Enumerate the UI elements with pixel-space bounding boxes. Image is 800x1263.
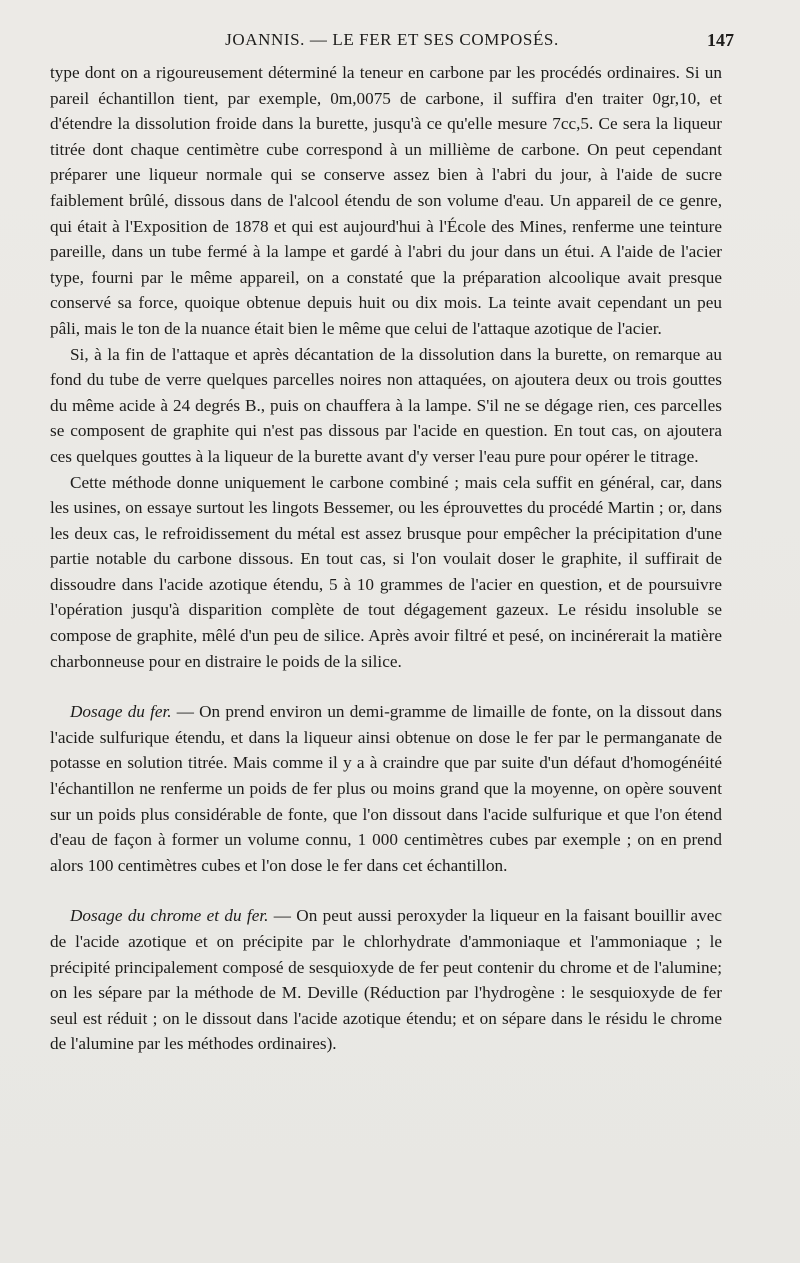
page-number: 147 xyxy=(707,30,734,50)
running-header xyxy=(50,30,734,54)
section-dosage-chrome-fer xyxy=(50,903,722,1057)
body-text xyxy=(50,60,722,1057)
section-title-dosage-chrome-fer: Dosage du chrome et du fer. xyxy=(70,906,269,926)
paragraph-2: Si, à la fin de l'attaque et après décantation de la dissolution dans la burette, on remarque au fond du tube de verre quelques parcelles noires non attaquées, on ajoutera deux ou trois gouttes du même acide à 24 degrés B., puis on chauffera à la lampe. S'il ne se dégage rien, ces parcelles se composent de graphite qui n'est pas dissous par l'acide en question. En tout cas, on ajoutera ces quelques gouttes à la liqueur de la burette avant d'y verser l'eau pure pour opérer le titrage. xyxy=(50,344,722,466)
section-title-dosage-fer: Dosage du fer. xyxy=(70,702,172,722)
paragraph-1: type dont on a rigoureusement déterminé la teneur en carbone par les procédés ordinaires. Si un pareil échantillon tient, par exemple, 0m,0075 de carbone, il suffira d'en traiter 0gr,10, et d'étendre la dissolution froide dans la burette, jusqu'à ce qu'elle mesure 7cc,5. Ce sera la liqueur titrée dont chaque centimètre cube correspond à un millième de carbone. On peut cependant préparer une liqueur normale qui se conserve assez bien à l'abri du jour, à l'aide de sucre faiblement brûlé, dissous dans de l'alcool étendu de son volume d'eau. Un appareil de ce genre, qui était à l'Exposition de 1878 et qui est aujourd'hui à l'École des Mines, renferme une teinture pareille, dans un tube fermé à la lampe et gardé à l'abri du jour dans un étui. A l'aide de l'acier type, fourni par le même appareil, on a constaté que la préparation alcoolique avait presque conservé sa force, quoique obtenue depuis huit ou dix mois. La teinte avait cependant un peu pâli, mais le ton de la nuance était bien le même que celui de l'attaque azotique de l'acier. xyxy=(50,63,722,338)
paragraph-3: Cette méthode donne uniquement le carbone combiné ; mais cela suffit en général, car, dans les usines, on essaye surtout les lingots Bessemer, ou les éprouvettes du procédé Martin ; or, dans les deux cas, le refroidissement du métal est assez brusque pour empêcher la précipitation d'une partie notable du carbone dissous. En tout cas, si l'on voulait doser le graphite, il suffirait de dissoudre dans l'acide azotique étendu, 5 à 10 grammes de l'acier en question, et de poursuivre l'opération jusqu'à disparition complète de tout dégagement gazeux. Le résidu insoluble se compose de graphite, mêlé d'un peu de silice. Après avoir filtré et pesé, on incinérerait la matière charbonneuse pour en distraire le poids de la silice. xyxy=(50,472,722,671)
header-title: JOANNIS. — LE FER ET SES COMPOSÉS. xyxy=(225,30,559,49)
section-dosage-fer xyxy=(50,699,722,878)
section-gap xyxy=(50,878,722,903)
section-text-dosage-chrome-fer: — On peut aussi peroxyder la liqueur en la faisant bouillir avec de l'acide azotique et on précipite par le chlorhydrate d'ammoniaque et l'ammoniaque ; le précipité principalement composé de sesquioxyde de fer peut contenir du chrome et de l'alumine; on les sépare par la méthode de M. Deville (Réduction par l'hydrogène : le sesquioxyde de fer seul est réduit ; on le dissout dans l'acide azotique étendu; et on sépare dans le résidu le chrome de l'alumine par les méthodes ordinaires). xyxy=(50,906,722,1054)
section-gap xyxy=(50,674,722,699)
section-text-dosage-fer: — On prend environ un demi-gramme de limaille de fonte, on la dissout dans l'acide sulfurique étendu, et dans la liqueur ainsi obtenue on dose le fer par le permanganate de potasse en solution titrée. Mais comme il y a à craindre que par suite d'un défaut d'homogénéité l'échantillon ne renferme un poids de fer plus ou moins grand que la moyenne, on opère souvent sur un poids plus considérable de fonte, que l'on dissout dans l'acide sulfurique et que l'on étend d'eau de façon à former un volume connu, 1 000 centimètres cubes par exemple ; on en prend alors 100 centimètres cubes et l'on dose le fer dans cet échantillon. xyxy=(50,702,722,875)
